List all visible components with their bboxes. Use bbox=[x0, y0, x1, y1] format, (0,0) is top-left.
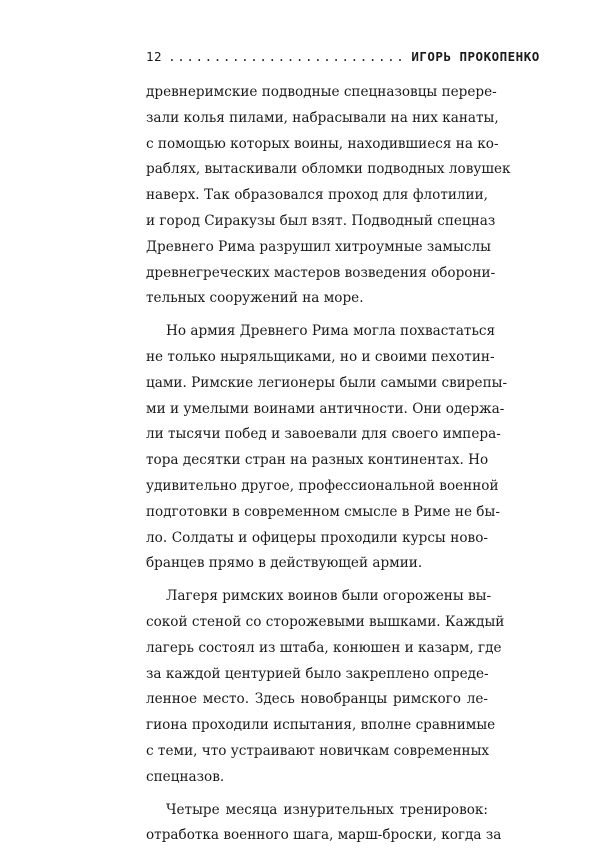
text-line: ленное место. Здесь новобранцы римского ле- bbox=[146, 691, 488, 708]
paragraph-1 bbox=[146, 80, 511, 312]
text-line: гиона проходили испытания, вполне сравнимые bbox=[146, 717, 496, 734]
text-line: и город Сиракузы был взят. Подводный спецназ bbox=[146, 212, 496, 229]
text-line: тора десятки стран на разных континентах. Но bbox=[146, 452, 489, 469]
text-line: ло. Солдаты и офицеры проходили курсы ново- bbox=[146, 529, 488, 546]
text-line: не только ныряльщиками, но и своими пехотин- bbox=[146, 348, 495, 365]
text-line: древнеримские подводные спецназовцы перере- bbox=[146, 84, 497, 100]
text-line: древнегреческих мастеров возведения оборони- bbox=[146, 264, 496, 281]
author-name: ИГОРЬ ПРОКОПЕНКО bbox=[411, 49, 540, 64]
text-line: с теми, что устраивают новичкам современных bbox=[146, 742, 490, 759]
text-line: Четыре месяца изнурительных тренировок: bbox=[166, 801, 488, 818]
text-line: цами. Римские легионеры были самыми свирепы- bbox=[146, 374, 508, 391]
leader-dots: .......................... bbox=[168, 49, 406, 64]
text-line: раблях, вытаскивали обломки подводных ловушек bbox=[146, 161, 511, 178]
running-head bbox=[146, 49, 540, 64]
text-line: удивительно другое, профессиональной военной bbox=[146, 477, 499, 494]
text-line: тельных сооружений на море. bbox=[146, 290, 364, 307]
paragraph-2 bbox=[146, 319, 508, 577]
paragraph-4 bbox=[146, 798, 502, 850]
text-line: бранцев прямо в действующей армии. bbox=[146, 555, 423, 572]
page-number: 12 bbox=[146, 49, 163, 64]
text-line: за каждой центурией было закреплено опреде- bbox=[146, 665, 489, 682]
text-line: с помощью которых воины, находившиеся на ко- bbox=[146, 135, 499, 152]
text-line: ли тысячи побед и завоевали для своего импера- bbox=[146, 426, 501, 443]
paragraph-3 bbox=[146, 584, 505, 790]
text-line: лагерь состоял из штаба, конюшен и казарм, где bbox=[146, 639, 502, 656]
text-line: Лагеря римских воинов были огорожены вы- bbox=[166, 588, 492, 605]
text-line: ми и умелыми воинами античности. Они одержа- bbox=[146, 400, 505, 417]
text-line: отработка военного шага, марш-броски, когда за bbox=[146, 827, 502, 844]
text-line: спецназов. bbox=[146, 768, 225, 785]
text-line: наверх. Так образовался проход для флотилии, bbox=[146, 187, 488, 204]
text-line: сокой стеной со сторожевыми вышками. Каждый bbox=[146, 613, 505, 630]
text-line: зали колья пилами, набрасывали на них канаты, bbox=[146, 109, 499, 126]
body-text bbox=[146, 80, 511, 856]
text-line: Древнего Рима разрушил хитроумные замыслы bbox=[146, 238, 491, 255]
text-line: Но армия Древнего Рима могла похвастаться bbox=[166, 323, 496, 340]
text-line: подготовки в современном смысле в Риме не бы- bbox=[146, 503, 500, 520]
